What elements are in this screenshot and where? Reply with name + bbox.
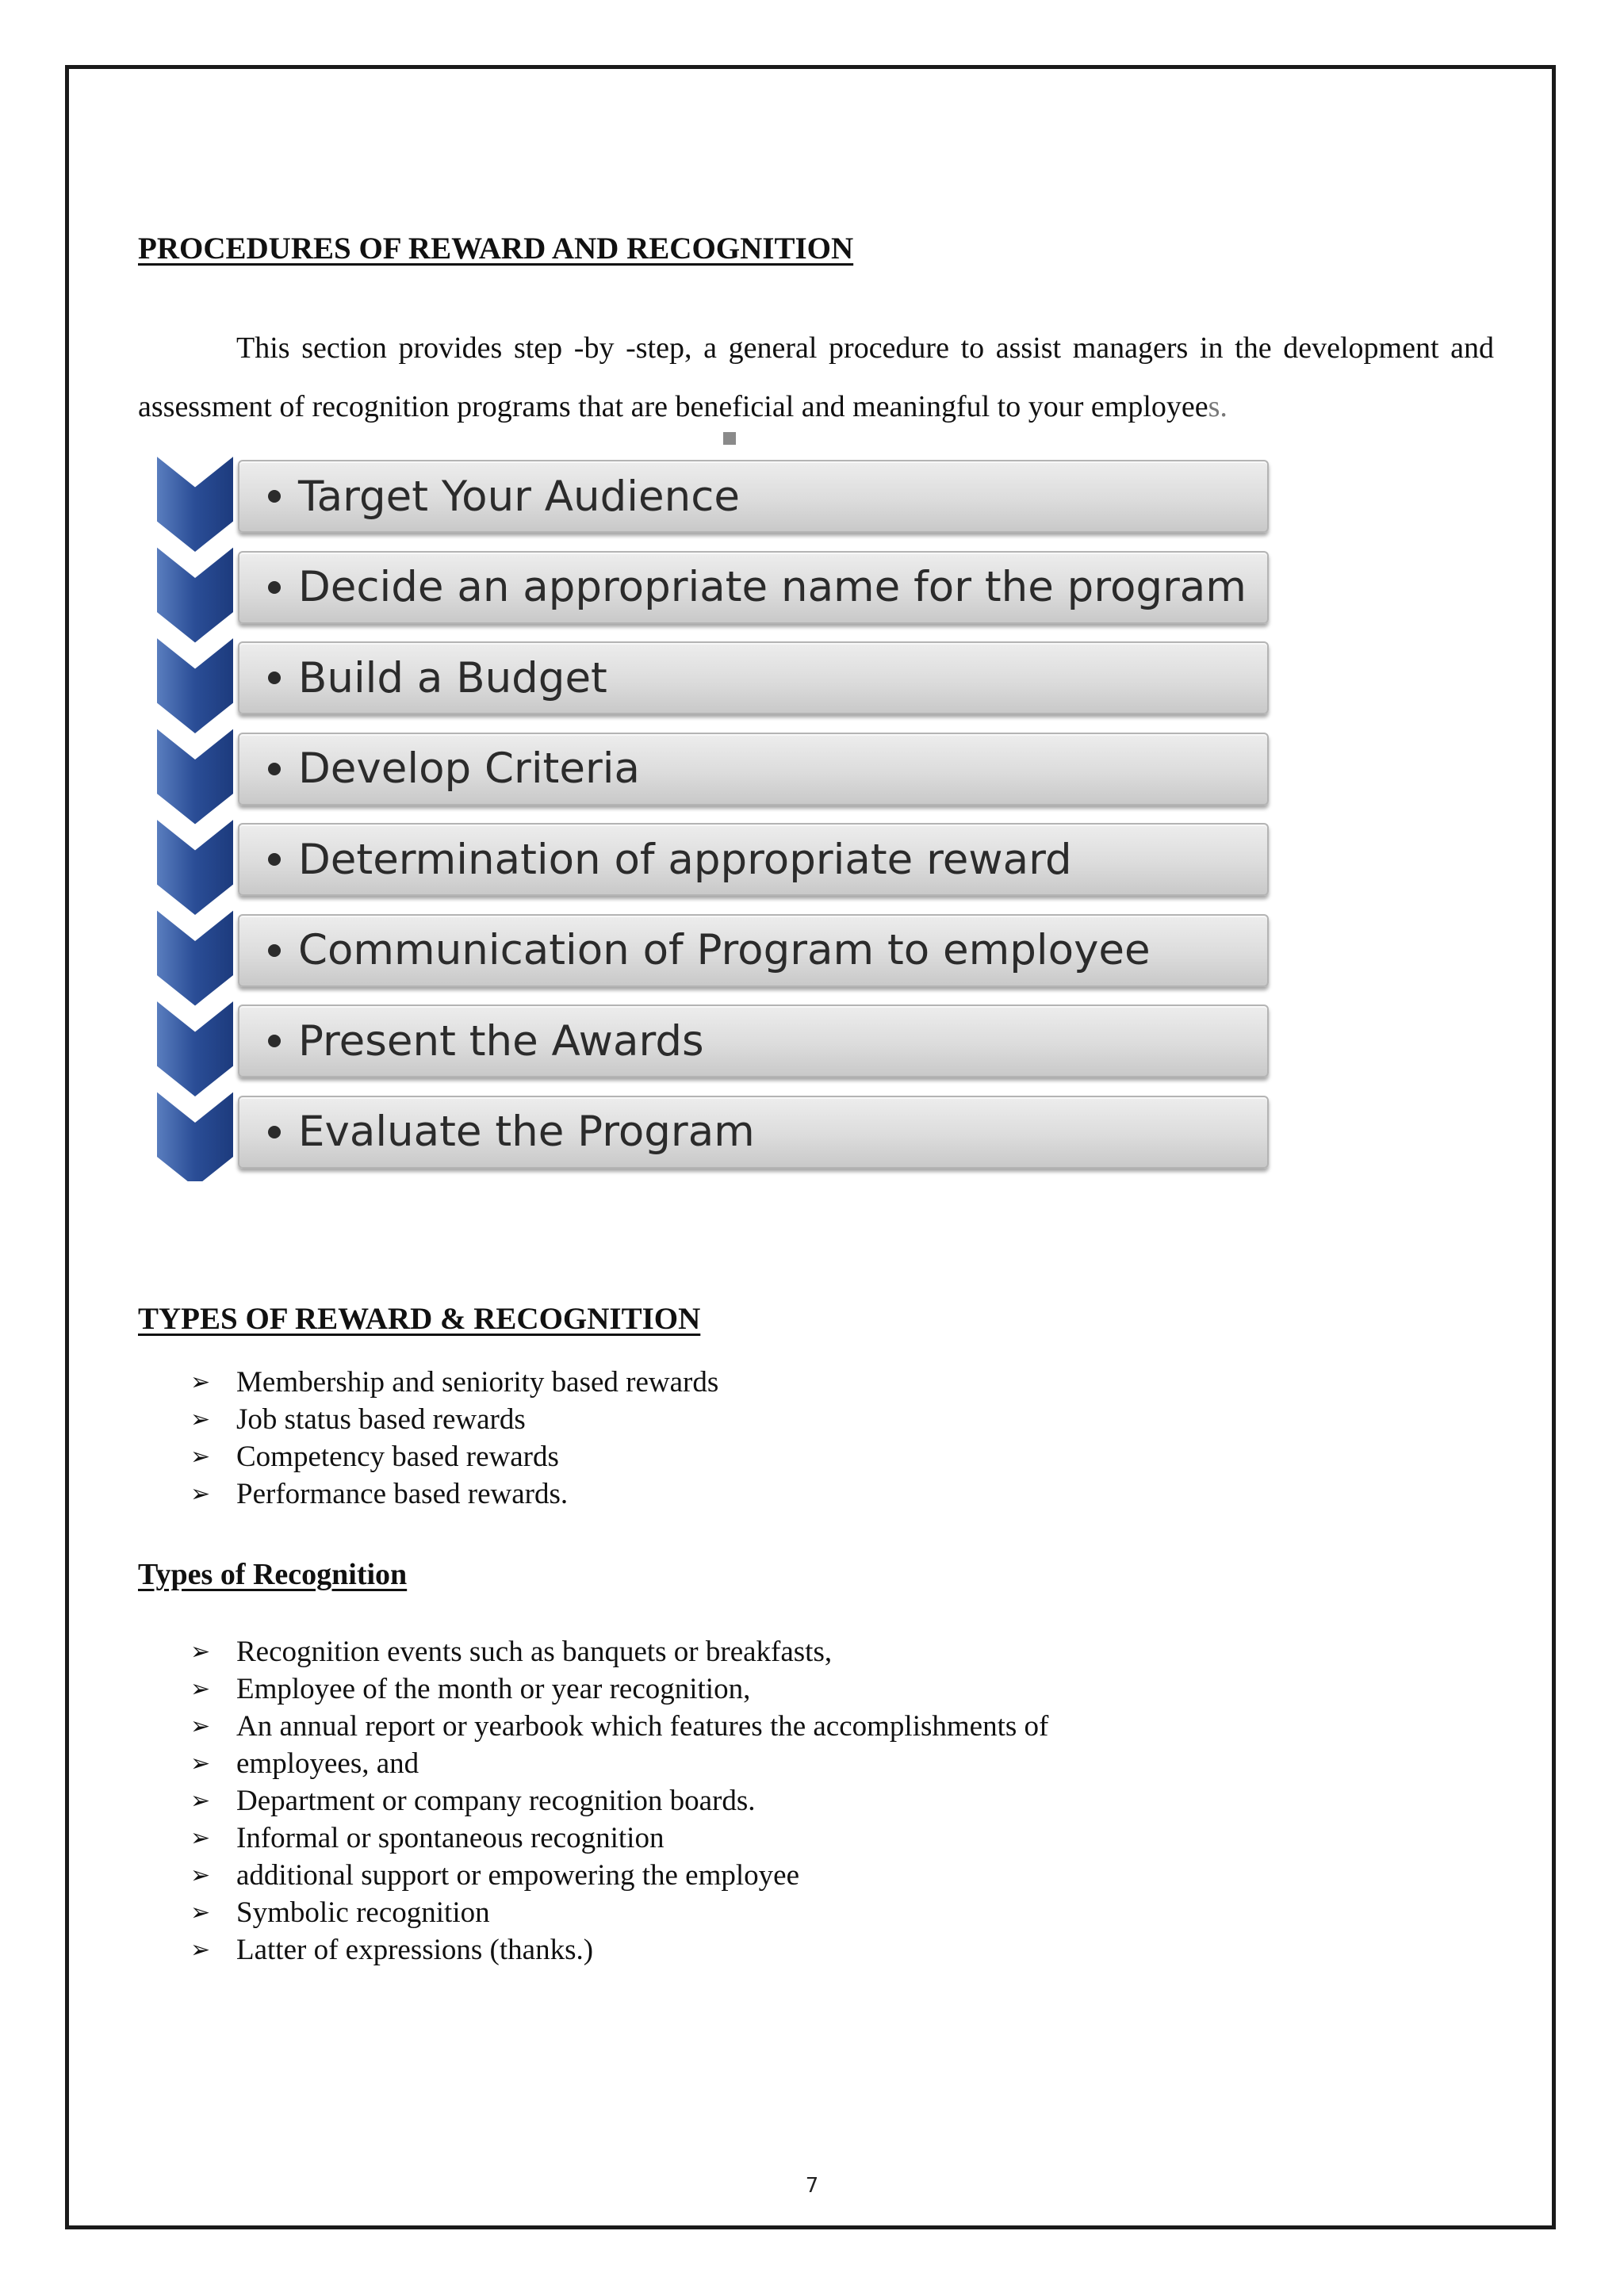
arrow-bullet-icon: ➢ [190,1750,211,1777]
diagram-anchor-marker [723,432,736,445]
list-item-text: Department or company recognition boards. [236,1785,756,1817]
chevron-column [155,453,243,1181]
bullet-icon [268,1126,281,1138]
bullet-icon [268,672,281,684]
bullet-icon [268,763,281,775]
list-item [190,1633,1048,1670]
procedure-step [238,1004,1269,1077]
list-item [190,1670,1048,1708]
recognition-heading: Types of Recognition [138,1558,408,1591]
list-item-text: Symbolic recognition [236,1896,490,1929]
intro-paragraph [138,319,1494,436]
bullet-icon [268,581,281,594]
chevron-icon [155,817,235,917]
procedure-step [238,1096,1269,1169]
procedure-step-label: Evaluate the Program [298,1108,755,1156]
list-item-text: employees, and [236,1747,419,1780]
bullet-icon [268,1035,281,1047]
list-item [190,1782,1048,1820]
procedure-step [238,914,1269,987]
arrow-bullet-icon: ➢ [190,1824,211,1852]
list-item [190,1745,1048,1782]
procedure-step-label: Target Your Audience [298,472,740,521]
reward-types-list [190,1364,718,1513]
bullet-icon [268,944,281,957]
arrow-bullet-icon: ➢ [190,1443,211,1471]
list-item-text: Membership and seniority based rewards [236,1366,719,1399]
arrow-bullet-icon: ➢ [190,1675,211,1703]
list-item [190,1401,718,1438]
procedure-step [238,733,1269,806]
list-item [190,1364,718,1401]
list-item [190,1894,1048,1931]
arrow-bullet-icon: ➢ [190,1936,211,1964]
chevron-icon [155,545,235,645]
procedure-step-label: Communication of Program to employee [298,926,1151,974]
arrow-bullet-icon: ➢ [190,1862,211,1889]
procedure-step-label: Decide an appropriate name for the program [298,563,1247,611]
arrow-bullet-icon: ➢ [190,1712,211,1740]
procedure-step-label: Present the Awards [298,1016,704,1066]
chevron-icon [155,908,235,1008]
intro-text-tail: s. [1208,390,1228,423]
procedure-step-label: Build a Budget [298,653,607,702]
procedure-step [238,641,1269,714]
procedure-step [238,460,1269,533]
bullet-icon [268,853,281,866]
list-item-text: Performance based rewards. [236,1478,569,1510]
list-item [190,1857,1048,1894]
chevron-icon [155,453,235,554]
procedures-heading: PROCEDURES OF REWARD AND RECOGNITION [138,232,854,266]
chevron-icon [155,726,235,827]
list-item-text: Recognition events such as banquets or breakfasts, [236,1636,833,1668]
list-item-text: Job status based rewards [236,1403,526,1436]
chevron-icon [155,998,235,1099]
list-item [190,1820,1048,1857]
list-item-text: Informal or spontaneous recognition [236,1822,665,1854]
list-item [190,1708,1048,1745]
list-item [190,1438,718,1475]
list-item-text: An annual report or yearbook which features the accomplishments of [236,1710,1049,1743]
procedure-steps-diagram [155,453,1274,1181]
arrow-bullet-icon: ➢ [190,1899,211,1927]
arrow-bullet-icon: ➢ [190,1406,211,1433]
list-item-text: Latter of expressions (thanks.) [236,1934,594,1966]
procedure-step [238,823,1269,896]
procedure-step-label: Determination of appropriate reward [298,835,1072,884]
procedure-step-label: Develop Criteria [298,744,640,793]
chevron-icon [155,1089,235,1182]
recognition-types-list [190,1633,1048,1969]
arrow-bullet-icon: ➢ [190,1480,211,1508]
procedure-step [238,551,1269,624]
page-number: 7 [805,2174,819,2198]
list-item [190,1931,1048,1969]
arrow-bullet-icon: ➢ [190,1787,211,1815]
list-item-text: Competency based rewards [236,1441,559,1473]
arrow-bullet-icon: ➢ [190,1368,211,1396]
types-heading: TYPES OF REWARD & RECOGNITION [138,1302,701,1336]
list-item-text: Employee of the month or year recognition, [236,1673,751,1705]
list-item-text: additional support or empowering the employee [236,1859,800,1892]
bullet-icon [268,490,281,503]
intro-text: This section provides step -by -step, a general procedure to assist managers in the development and assessment of recognition programs that are beneficial and meaningful to your employee [138,331,1494,423]
list-item [190,1475,718,1513]
chevron-icon [155,635,235,736]
arrow-bullet-icon: ➢ [190,1638,211,1666]
